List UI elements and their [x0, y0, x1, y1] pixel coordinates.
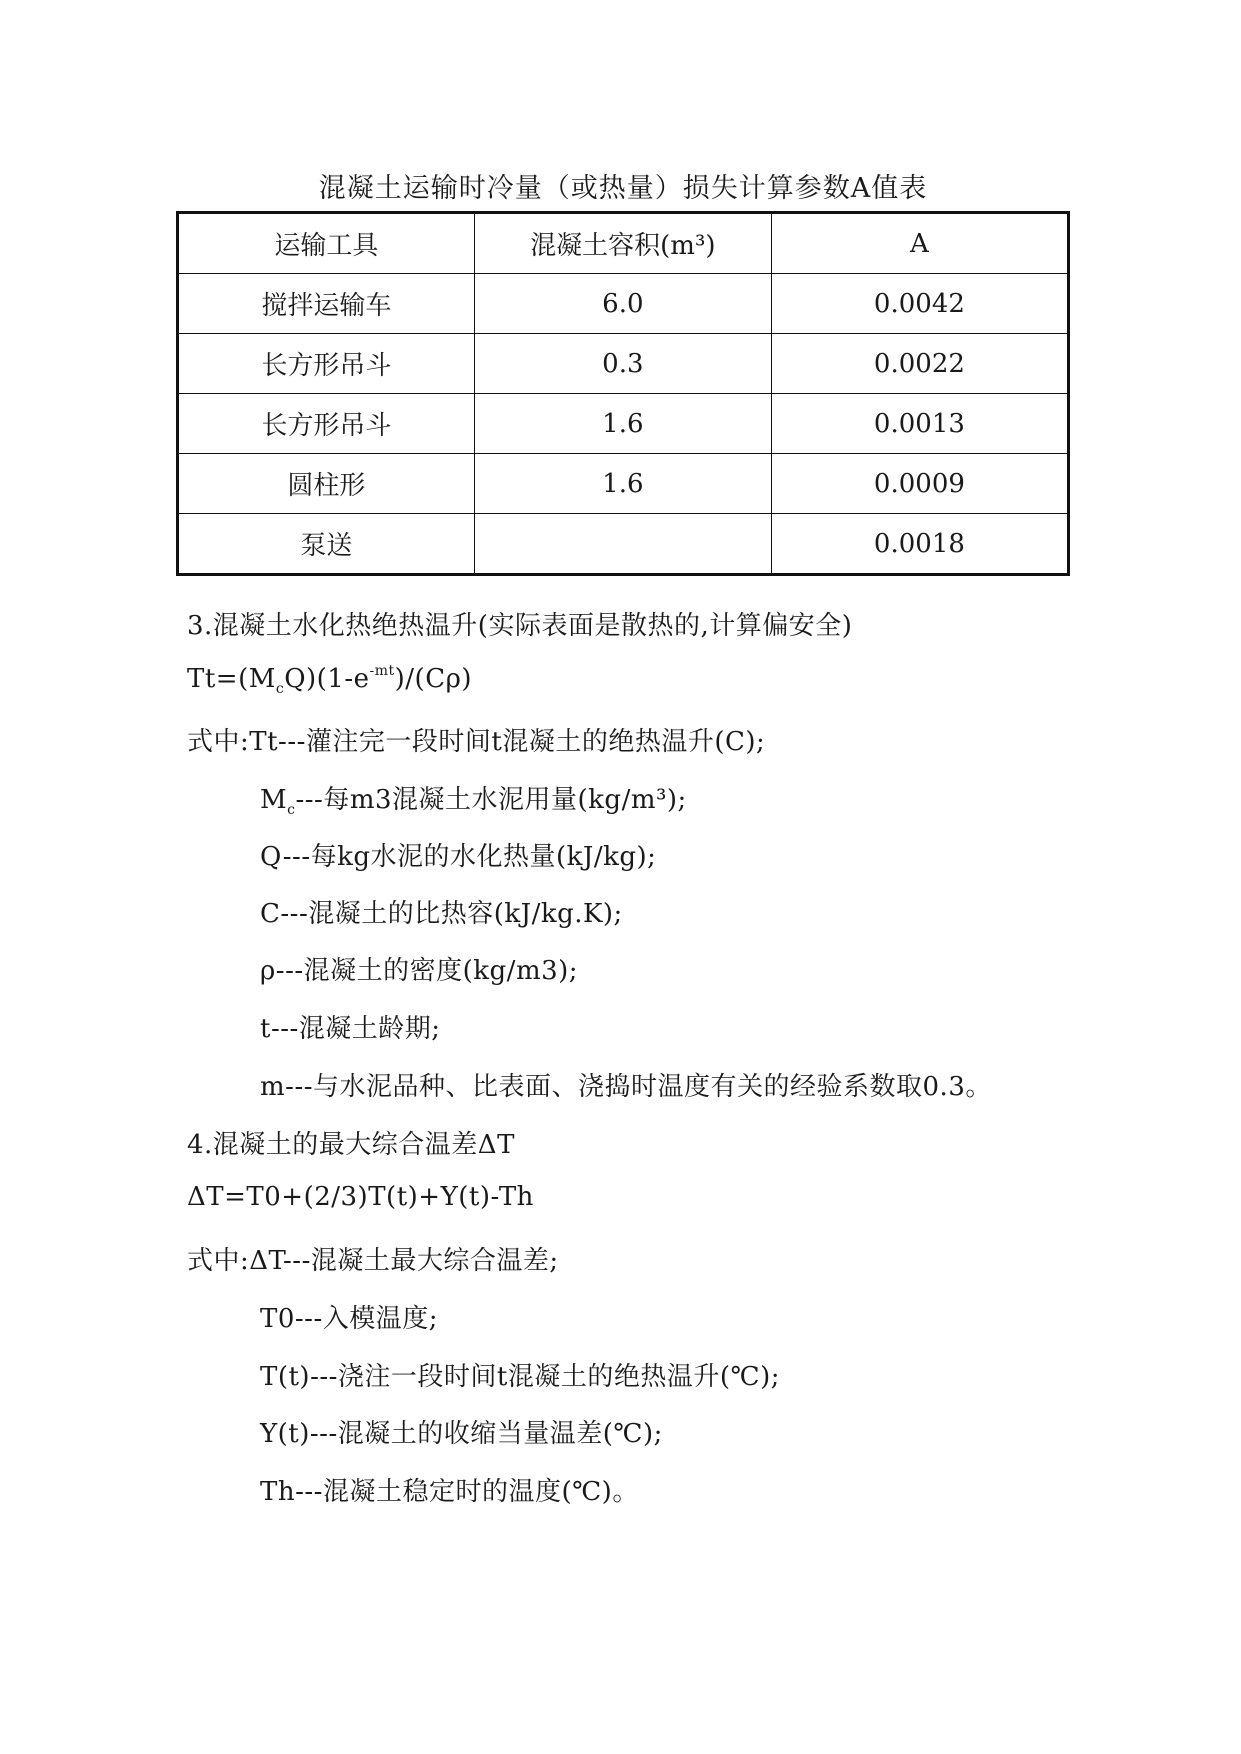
section4-intro: 式中:ΔT---混凝土最大综合温差;: [187, 1246, 559, 1276]
formula-part: )/(Cρ): [394, 664, 473, 694]
section3-heading: 3.混凝土水化热绝热温升(实际表面是散热的,计算偏安全): [187, 611, 853, 641]
cell-volume: 1.6: [474, 394, 771, 454]
cell-volume: 1.6: [474, 454, 771, 514]
definition-q: Q---每kg水泥的水化热量(kJ/kg);: [260, 842, 657, 872]
cell-tool: 搅拌运输车: [178, 274, 475, 334]
formula-part: Tt=(M: [187, 664, 276, 694]
definition-t0: T0---入模温度;: [260, 1304, 438, 1334]
cell-tool: 泵送: [178, 514, 475, 575]
cell-volume: 6.0: [474, 274, 771, 334]
definition-th: Th---混凝土稳定时的温度(℃)。: [260, 1477, 639, 1507]
table-row: [178, 514, 1069, 575]
cell-a: 0.0022: [771, 334, 1068, 394]
cell-tool: 长方形吊斗: [178, 334, 475, 394]
cell-a: 0.0009: [771, 454, 1068, 514]
section4-heading: 4.混凝土的最大综合温差ΔT: [187, 1130, 515, 1160]
definition-c: C---混凝土的比热容(kJ/kg.K);: [260, 899, 623, 929]
parameter-a-table: [176, 211, 1070, 576]
definition-rho: ρ---混凝土的密度(kg/m3);: [260, 956, 579, 986]
formula-subscript: c: [275, 681, 285, 697]
cell-a: 0.0042: [771, 274, 1068, 334]
cell-tool: 圆柱形: [178, 454, 475, 514]
cell-a: 0.0018: [771, 514, 1068, 575]
formula-superscript: -mt: [369, 663, 395, 679]
table-header-row: [178, 213, 1069, 274]
cell-a: 0.0013: [771, 394, 1068, 454]
section3-formula: [187, 663, 472, 697]
symbol-m: M: [260, 785, 288, 815]
section3-intro: 式中:Tt---灌注完一段时间t混凝土的绝热温升(C);: [187, 727, 766, 757]
definition-tt: T(t)---浇注一段时间t混凝土的绝热温升(℃);: [260, 1362, 781, 1392]
table-row: [178, 334, 1069, 394]
table-row: [178, 454, 1069, 514]
definition-mc: [260, 779, 687, 818]
header-a-value: A: [771, 213, 1068, 274]
section4-formula: ΔT=T0+(2/3)T(t)+Y(t)-Th: [187, 1182, 534, 1212]
formula-part: Q)(1-e: [284, 664, 370, 694]
definition-yt: Y(t)---混凝土的收缩当量温差(℃);: [260, 1419, 663, 1449]
header-transport-tool: 运输工具: [178, 213, 475, 274]
definition-text: ---每m3混凝土水泥用量(kg/m³);: [295, 785, 687, 815]
cell-volume: [474, 514, 771, 575]
cell-tool: 长方形吊斗: [178, 394, 475, 454]
cell-volume: 0.3: [474, 334, 771, 394]
symbol-subscript: c: [287, 802, 296, 818]
header-concrete-volume: 混凝土容积(m³): [474, 213, 771, 274]
table-row: [178, 394, 1069, 454]
table-title: 混凝土运输时冷量（或热量）损失计算参数A值表: [318, 173, 928, 204]
table-row: [178, 274, 1069, 334]
definition-t: t---混凝土龄期;: [260, 1014, 441, 1044]
definition-m: m---与水泥品种、比表面、浇捣时温度有关的经验系数取0.3。: [260, 1072, 992, 1102]
